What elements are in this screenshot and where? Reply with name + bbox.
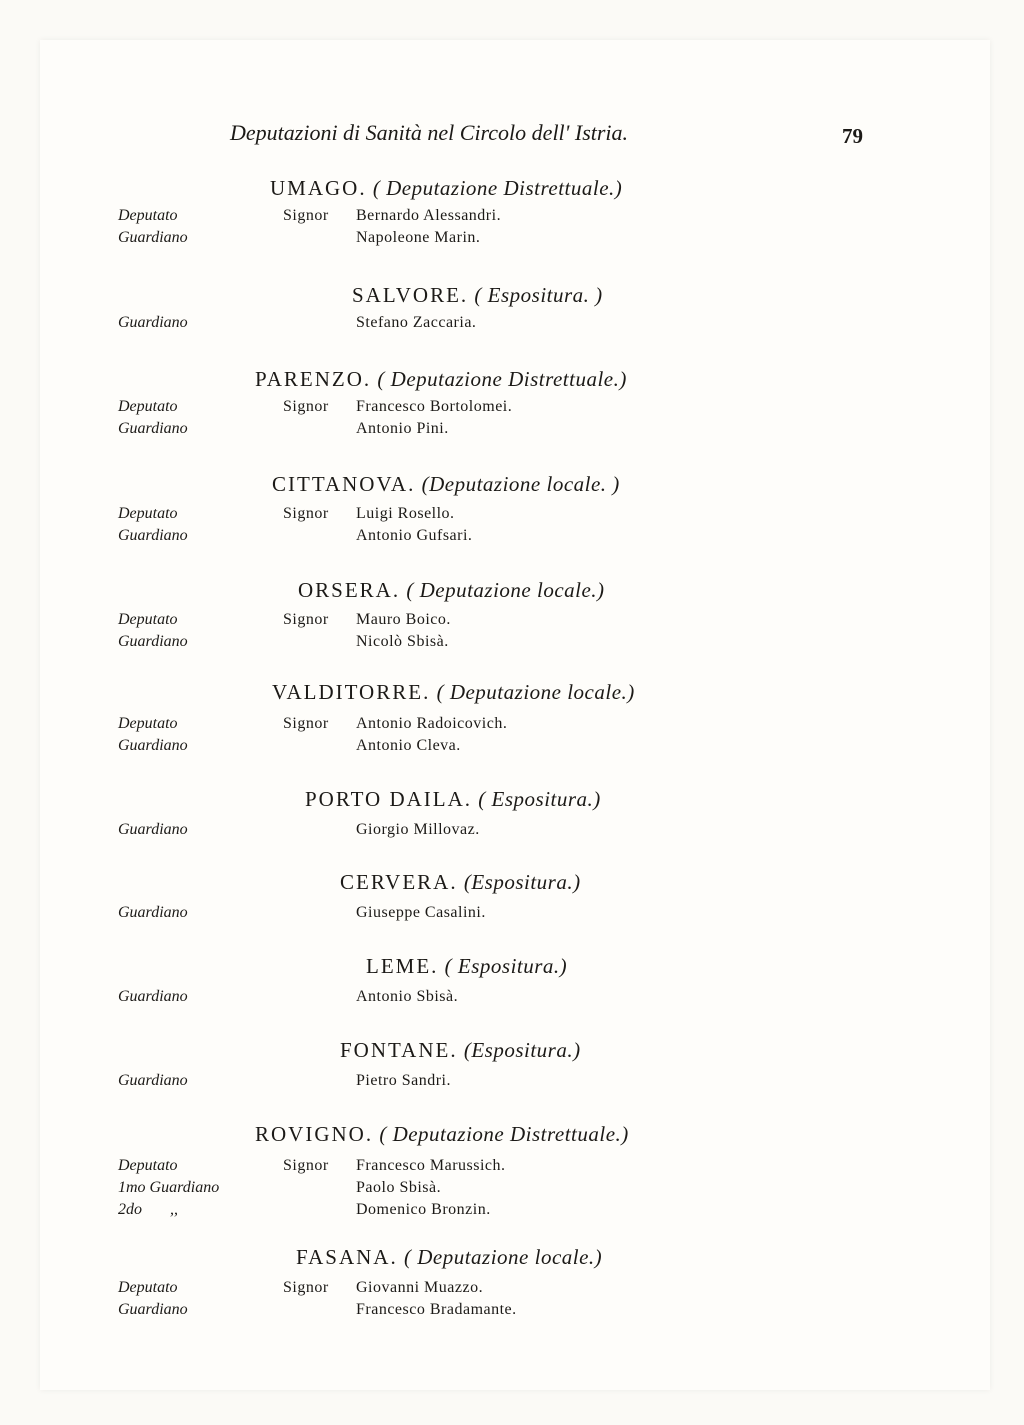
member-row xyxy=(0,505,1024,527)
member-name: Napoleone Marin. xyxy=(356,229,481,246)
place-name: UMAGO. xyxy=(270,176,367,200)
page-number: 79 xyxy=(842,124,863,148)
member-row xyxy=(0,821,1024,843)
member-row xyxy=(0,1279,1024,1301)
section-heading-parenzo xyxy=(255,367,627,392)
member-title: Signor xyxy=(283,505,329,522)
member-row xyxy=(0,527,1024,549)
member-role: Guardiano xyxy=(118,527,188,544)
place-name: SALVORE. xyxy=(352,283,469,307)
member-role: Deputato xyxy=(118,398,178,415)
deputation-type: ( Espositura.) xyxy=(478,787,601,811)
section-heading-orsera xyxy=(298,578,605,603)
member-role: Guardiano xyxy=(118,737,188,754)
member-role: 2do ,, xyxy=(118,1201,178,1218)
section-heading-cervera xyxy=(340,870,581,895)
place-name: ORSERA. xyxy=(298,578,401,602)
member-name: Nicolò Sbisà. xyxy=(356,633,449,650)
member-name: Giovanni Muazzo. xyxy=(356,1279,484,1296)
member-role: Deputato xyxy=(118,207,178,224)
deputation-type: ( Espositura. ) xyxy=(474,283,603,307)
member-name: Francesco Marussich. xyxy=(356,1157,506,1174)
member-row xyxy=(0,715,1024,737)
member-row xyxy=(0,1179,1024,1201)
section-heading-rovigno xyxy=(255,1122,629,1147)
member-row xyxy=(0,904,1024,926)
place-name: PORTO DAILA. xyxy=(305,787,473,811)
member-name: Antonio Radoicovich. xyxy=(356,715,508,732)
member-role: Guardiano xyxy=(118,229,188,246)
member-row xyxy=(0,1157,1024,1179)
section-heading-fontane xyxy=(340,1038,581,1063)
section-heading-fasana xyxy=(296,1245,602,1270)
member-row xyxy=(0,398,1024,420)
member-row xyxy=(0,229,1024,251)
member-role: Guardiano xyxy=(118,988,188,1005)
member-role: Deputato xyxy=(118,611,178,628)
deputation-type: ( Deputazione Distrettuale.) xyxy=(377,367,627,391)
deputation-type: (Espositura.) xyxy=(463,870,581,894)
member-role: Deputato xyxy=(118,715,178,732)
section-heading-valditorre xyxy=(272,680,635,705)
member-name: Bernardo Alessandri. xyxy=(356,207,502,224)
member-name: Francesco Bortolomei. xyxy=(356,398,513,415)
member-row xyxy=(0,1301,1024,1323)
member-row xyxy=(0,420,1024,442)
section-heading-salvore xyxy=(352,283,603,308)
member-name: Francesco Bradamante. xyxy=(356,1301,517,1318)
member-name: Mauro Boico. xyxy=(356,611,451,628)
section-heading-umago xyxy=(270,176,622,201)
member-name: Paolo Sbisà. xyxy=(356,1179,442,1196)
member-row xyxy=(0,207,1024,229)
member-role: Deputato xyxy=(118,505,178,522)
deputation-type: (Espositura.) xyxy=(463,1038,581,1062)
member-name: Stefano Zaccaria. xyxy=(356,314,477,331)
member-title: Signor xyxy=(283,207,329,224)
member-role: Deputato xyxy=(118,1157,178,1174)
member-role: Guardiano xyxy=(118,633,188,650)
deputation-type: ( Deputazione locale.) xyxy=(406,578,605,602)
member-name: Giorgio Millovaz. xyxy=(356,821,480,838)
member-row xyxy=(0,314,1024,336)
member-title: Signor xyxy=(283,1279,329,1296)
place-name: FONTANE. xyxy=(340,1038,458,1062)
section-heading-portodaila xyxy=(305,787,601,812)
member-name: Pietro Sandri. xyxy=(356,1072,451,1089)
member-row xyxy=(0,633,1024,655)
deputation-type: ( Deputazione Distrettuale.) xyxy=(379,1122,629,1146)
member-name: Antonio Cleva. xyxy=(356,737,461,754)
member-role: Guardiano xyxy=(118,904,188,921)
member-role: Guardiano xyxy=(118,1301,188,1318)
member-name: Giuseppe Casalini. xyxy=(356,904,486,921)
member-title: Signor xyxy=(283,398,329,415)
place-name: CITTANOVA. xyxy=(272,472,416,496)
member-role: Guardiano xyxy=(118,821,188,838)
member-role: Guardiano xyxy=(118,314,188,331)
member-role: Guardiano xyxy=(118,420,188,437)
running-header: Deputazioni di Sanità nel Circolo dell' Istria. xyxy=(230,120,629,145)
section-heading-leme xyxy=(366,954,567,979)
place-name: PARENZO. xyxy=(255,367,372,391)
deputation-type: ( Deputazione Distrettuale.) xyxy=(372,176,623,200)
place-name: LEME. xyxy=(366,954,439,978)
place-name: FASANA. xyxy=(296,1245,398,1269)
place-name: CERVERA. xyxy=(340,870,458,894)
member-title: Signor xyxy=(283,611,329,628)
place-name: VALDITORRE. xyxy=(272,680,431,704)
member-title: Signor xyxy=(283,1157,329,1174)
deputation-type: ( Espositura.) xyxy=(444,954,568,978)
deputation-type: ( Deputazione locale.) xyxy=(403,1245,603,1269)
member-row xyxy=(0,1072,1024,1094)
deputation-type: ( Deputazione locale.) xyxy=(436,680,635,704)
member-row xyxy=(0,1201,1024,1223)
member-row xyxy=(0,988,1024,1010)
member-name: Antonio Gufsari. xyxy=(356,527,473,544)
deputation-type: (Deputazione locale. ) xyxy=(421,472,620,496)
member-name: Luigi Rosello. xyxy=(356,505,455,522)
member-name: Antonio Sbisà. xyxy=(356,988,459,1005)
member-role: Deputato xyxy=(118,1279,178,1296)
member-title: Signor xyxy=(283,715,329,732)
member-name: Antonio Pini. xyxy=(356,420,449,437)
member-row xyxy=(0,611,1024,633)
member-row xyxy=(0,737,1024,759)
section-heading-cittanova xyxy=(272,472,620,497)
member-role: 1mo Guardiano xyxy=(118,1179,220,1196)
member-name: Domenico Bronzin. xyxy=(356,1201,491,1218)
place-name: ROVIGNO. xyxy=(255,1122,374,1146)
member-role: Guardiano xyxy=(118,1072,188,1089)
